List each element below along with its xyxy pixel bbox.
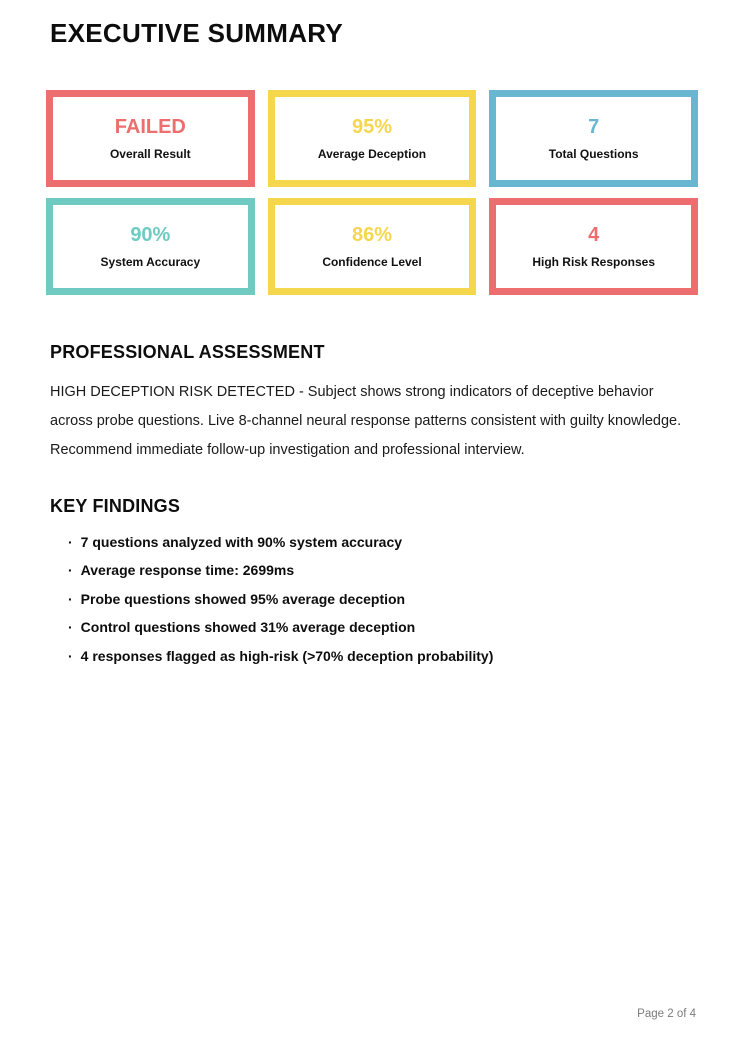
metric-value: 95%	[351, 116, 392, 138]
metric-card-total-questions	[489, 90, 698, 187]
metric-value: 86%	[351, 224, 392, 246]
metric-label: System Accuracy	[100, 255, 201, 269]
bullet-icon: ·	[68, 647, 73, 664]
metric-card-average-deception	[268, 90, 477, 187]
metric-value: 90%	[130, 224, 171, 246]
finding-text: 4 responses flagged as high-risk (>70% deception probability)	[80, 647, 494, 664]
metric-card-confidence-level	[268, 198, 477, 295]
finding-item	[68, 592, 695, 607]
findings-heading: KEY FINDINGS	[50, 495, 181, 516]
metric-label: Confidence Level	[322, 255, 422, 269]
bullet-icon: ·	[68, 533, 73, 550]
metrics-grid	[46, 90, 698, 295]
metric-label: Overall Result	[109, 147, 191, 161]
metric-card-system-accuracy	[46, 198, 255, 295]
metric-card-overall-result	[46, 90, 255, 187]
bullet-icon: ·	[68, 590, 73, 607]
metric-card-high-risk-responses	[489, 198, 698, 295]
metric-label: Average Deception	[317, 147, 427, 161]
finding-text: Control questions showed 31% average deception	[80, 619, 416, 636]
finding-text: Average response time: 2699ms	[80, 562, 295, 579]
page-title: EXECUTIVE SUMMARY	[50, 18, 344, 48]
metric-value: 7	[588, 116, 600, 138]
page-number: Page 2 of 4	[637, 1008, 696, 1020]
bullet-icon: ·	[68, 562, 73, 579]
metric-label: Total Questions	[548, 147, 639, 161]
finding-item	[68, 649, 695, 664]
findings-list	[50, 535, 695, 664]
metric-value: 4	[588, 224, 600, 246]
metric-label: High Risk Responses	[532, 255, 656, 269]
assessment-heading: PROFESSIONAL ASSESSMENT	[50, 342, 325, 362]
metric-value: FAILED	[114, 116, 186, 138]
key-findings-section	[50, 495, 695, 664]
finding-text: 7 questions analyzed with 90% system accuracy	[80, 533, 403, 550]
finding-item	[68, 535, 695, 550]
bullet-icon: ·	[68, 619, 73, 636]
finding-text: Probe questions showed 95% average deception	[80, 590, 406, 607]
finding-item	[68, 563, 695, 578]
finding-item	[68, 620, 695, 635]
professional-assessment-section	[50, 341, 695, 465]
assessment-body-text: HIGH DECEPTION RISK DETECTED - Subject shows strong indicators of deceptive behavior across probe questions. Live 8-channel neural response patterns consistent with guilty knowledge. Recommend immediate follow-up investigation and professional interview.	[50, 383, 682, 458]
